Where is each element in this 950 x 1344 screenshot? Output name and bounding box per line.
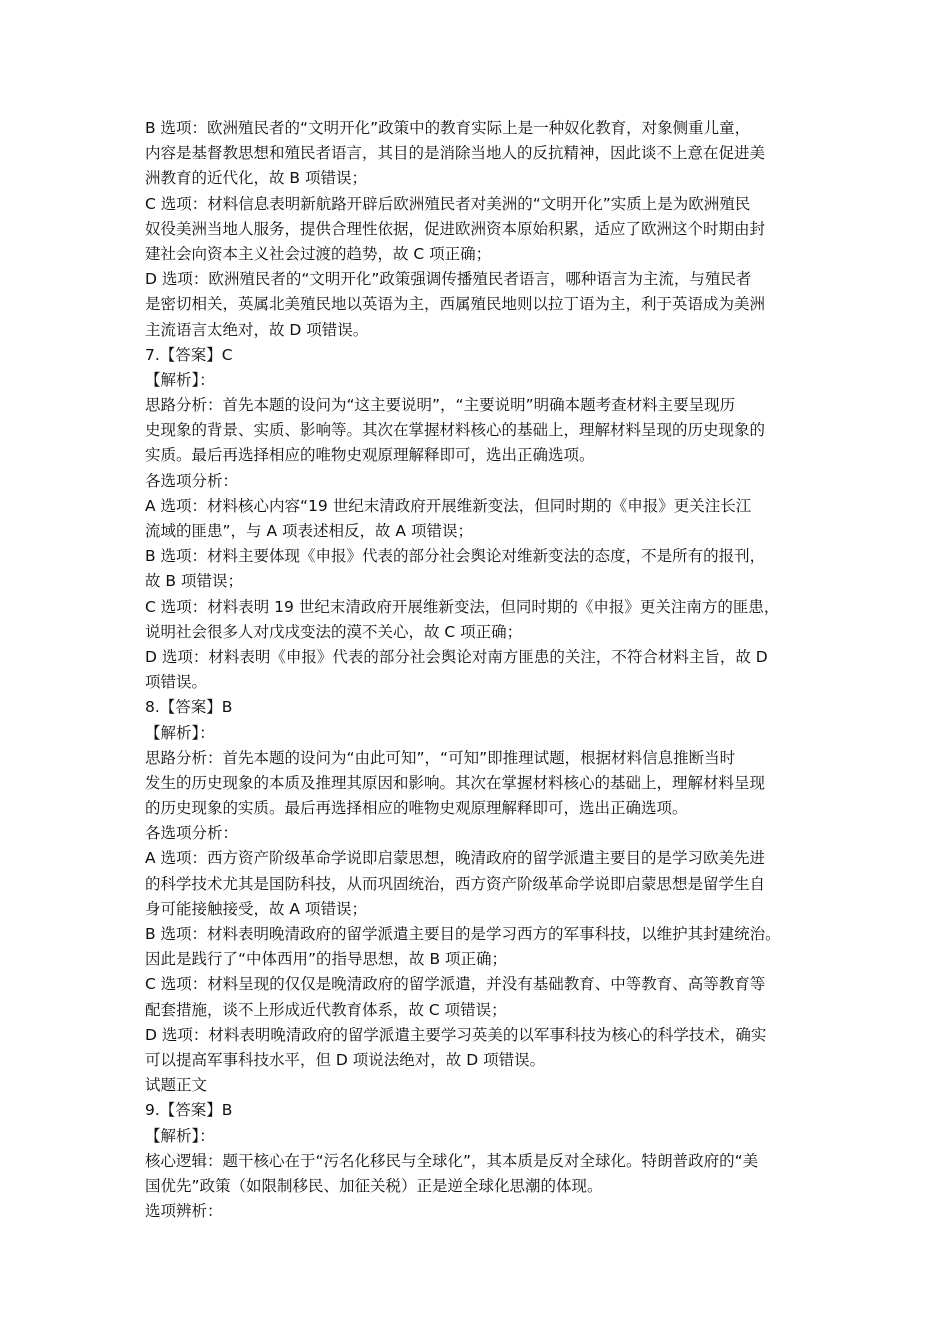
text-line: B 选项：材料主要体现《申报》代表的部分社会舆论对维新变法的态度，不是所有的报刊，: [145, 547, 766, 566]
text-line: 思路分析：首先本题的设问为“这主要说明”，“主要说明”明确本题考查材料主要呈现历: [145, 396, 736, 415]
analysis-heading: 【解析】：: [145, 723, 215, 742]
text-line: A 选项：材料核心内容“19 世纪末清政府开展维新变法，但同时期的《申报》更关注长江: [145, 496, 752, 515]
text-line: 发生的历史现象的本质及推理其原因和影响。其次在掌握材料核心的基础上，理解材料呈现: [145, 773, 766, 792]
text-line: D 选项：材料表明《申报》代表的部分社会舆论对南方匪患的关注，不符合材料主旨，故 D: [145, 647, 768, 666]
text-line: C 选项：材料呈现的仅仅是晚清政府的留学派遣，并没有基础教育、中等教育、高等教育等: [145, 975, 766, 994]
text-line: 奴役美洲当地人服务，提供合理性依据，促进欧洲资本原始积累，适应了欧洲这个时期由封: [145, 219, 766, 238]
text-line: 的历史现象的实质。最后再选择相应的唯物史观原理解释即可，选出正确选项。: [145, 799, 688, 818]
text-line: C 选项：材料表明 19 世纪末清政府开展维新变法，但同时期的《申报》更关注南方的匪患，: [145, 597, 780, 616]
text-line: 是密切相关，英属北美殖民地以英语为主，西属殖民地则以拉丁语为主，利于英语成为美洲: [145, 295, 766, 314]
text-line: D 选项：材料表明晚清政府的留学派遣主要学习英美的以军事科技为核心的科学技术，确实: [145, 1025, 767, 1044]
text-line: 建社会向资本主义社会过渡的趋势，故 C 项正确；: [145, 244, 492, 263]
document-page: [145, 116, 835, 1224]
text-line: 故 B 项错误；: [145, 572, 243, 591]
text-line: 因此是践行了“中体西用”的指导思想，故 B 项正确；: [145, 950, 508, 969]
text-line: 洲教育的近代化，故 B 项错误；: [145, 169, 367, 188]
text-line: A 选项：西方资产阶级革命学说即启蒙思想，晚清政府的留学派遣主要目的是学习欧美先进: [145, 849, 766, 868]
analysis-heading: 【解析】：: [145, 370, 215, 389]
text-line: 的科学技术尤其是国防科技，从而巩固统治，西方资产阶级革命学说即启蒙思想是留学生自: [145, 874, 766, 893]
answer-heading: 9.【答案】B: [145, 1101, 233, 1120]
text-line: B 选项：材料表明晚清政府的留学派遣主要目的是学习西方的军事科技，以维护其封建统治。: [145, 925, 781, 943]
text-line: 各选项分析：: [145, 471, 239, 490]
text-line: 史现象的背景、实质、影响等。其次在掌握材料核心的基础上，理解材料呈现的历史现象的: [145, 421, 766, 440]
text-line: B 选项：欧洲殖民者的“文明开化”政策中的教育实际上是一种奴化教育，对象侧重儿童，: [145, 119, 751, 137]
text-line: 说明社会很多人对戊戌变法的漠不关心，故 C 项正确；: [145, 622, 523, 641]
answer-heading: 8.【答案】B: [145, 698, 233, 717]
section-label: 试题正文: [145, 1076, 208, 1095]
text-line: 流域的匪患”，与 A 项表述相反，故 A 项错误；: [145, 522, 473, 540]
answer-heading: 7.【答案】C: [145, 345, 233, 364]
text-line: 身可能接触接受，故 A 项错误；: [145, 899, 367, 918]
text-line: 思路分析：首先本题的设问为“由此可知”，“可知”即推理试题，根据材料信息推断当时: [145, 748, 736, 767]
text-line: 选项辨析：: [145, 1202, 223, 1221]
text-line: 核心逻辑：题干核心在于“污名化移民与全球化”，其本质是反对全球化。特朗普政府的“美: [145, 1151, 759, 1170]
text-line: 内容是基督教思想和殖民者语言，其目的是消除当地人的反抗精神，因此谈不上意在促进美: [145, 144, 766, 163]
text-line: 各选项分析：: [145, 824, 239, 843]
text-line: 可以提高军事科技水平，但 D 项说法绝对，故 D 项错误。: [145, 1050, 546, 1069]
analysis-heading: 【解析】：: [145, 1126, 215, 1145]
text-line: 国优先”政策（如限制移民、加征关税）正是逆全球化思潮的体现。: [145, 1176, 603, 1195]
text-line: 主流语言太绝对，故 D 项错误。: [145, 320, 369, 339]
text-line: D 选项：欧洲殖民者的“文明开化”政策强调传播殖民者语言，哪种语言为主流，与殖民者: [145, 270, 752, 289]
text-line: 实质。最后再选择相应的唯物史观原理解释即可，选出正确选项。: [145, 446, 595, 465]
text-line: C 选项：材料信息表明新航路开辟后欧洲殖民者对美洲的“文明开化”实质上是为欧洲殖民: [145, 194, 751, 213]
text-line: 配套措施，谈不上形成近代教育体系，故 C 项错误；: [145, 1000, 507, 1019]
text-line: 项错误。: [145, 673, 208, 692]
